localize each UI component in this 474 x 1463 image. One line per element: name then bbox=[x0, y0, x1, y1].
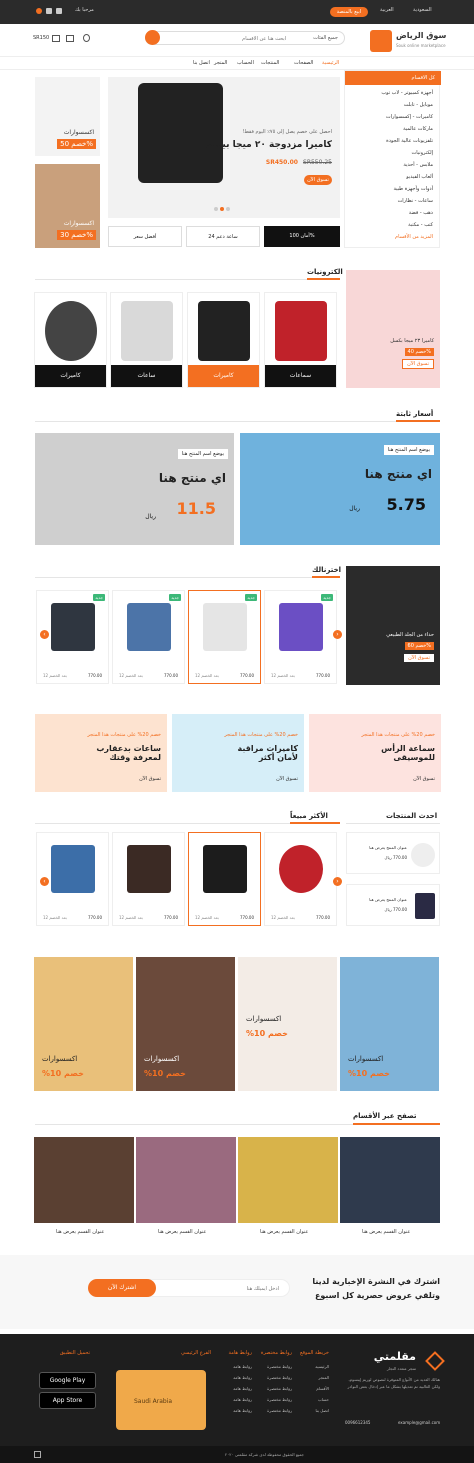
footer-phone: 0096612345 bbox=[345, 1420, 371, 1425]
section-rule-accent bbox=[312, 576, 340, 578]
product-image bbox=[203, 845, 247, 893]
language-select[interactable]: العربية bbox=[380, 7, 394, 13]
category-select[interactable]: جميع الفئات bbox=[313, 35, 338, 41]
slider-dot[interactable] bbox=[220, 207, 224, 211]
product-card[interactable]: جديد 770.00 بعد الخصم 12 bbox=[112, 590, 185, 684]
search-icon[interactable] bbox=[145, 30, 160, 45]
accessory-tile[interactable]: اكسسوارات خصم 10% bbox=[136, 957, 235, 1091]
product-image bbox=[51, 845, 95, 893]
product-card[interactable]: جديد 770.00 بعد الخصم 12 bbox=[188, 590, 261, 684]
wishlist-icon[interactable] bbox=[66, 35, 74, 42]
promo-thumb-1[interactable]: اكسسوارات خصم 50% bbox=[35, 77, 100, 156]
logo-icon[interactable] bbox=[370, 30, 392, 52]
product-card[interactable]: جديد 770.00 بعد الخصم 12 bbox=[264, 590, 337, 684]
sidebar-item[interactable]: كاميرات - إكسسوارات bbox=[385, 114, 433, 120]
nav-store[interactable]: المتجر bbox=[214, 60, 228, 66]
branch-map[interactable] bbox=[116, 1370, 206, 1430]
latest-item[interactable]: عنوان المنتج يعرض هنا 770.00 ريال bbox=[346, 884, 440, 926]
smart-display-image bbox=[45, 301, 97, 361]
sell-button[interactable]: ابيع بالمنصة bbox=[330, 7, 368, 17]
hero-kicker: احصل على خصم يصل إلى ٧٥٪ اليوم فقط! bbox=[242, 129, 332, 135]
promo-thumb-2[interactable]: اكسسوارات خصم 30% bbox=[35, 164, 100, 248]
newsletter-subtitle: وتلقي عروض حصرية كل اسبوع bbox=[314, 1291, 440, 1300]
footer-col-head: روابط هامة bbox=[228, 1350, 252, 1356]
footer-bottom bbox=[0, 1446, 474, 1463]
camera-image bbox=[198, 301, 250, 361]
sidebar-item[interactable]: ألعاب الفيديو bbox=[406, 174, 433, 180]
product-card[interactable]: جديد 770.00 بعد الخصم 12 bbox=[36, 590, 109, 684]
promo-cameras[interactable]: خصم 20% على منتجات هذا المتجر كاميرات مراقبة لأمان أكثر تسوق الآن bbox=[172, 714, 304, 792]
welcome-text: مرحبا بك bbox=[75, 7, 94, 13]
product-card[interactable]: 770.00 بعد الخصم 12 bbox=[188, 832, 261, 926]
sidebar-item[interactable]: كتب - مكتبة bbox=[408, 222, 433, 228]
top-bar bbox=[0, 0, 474, 24]
footer-brand-sub: متجر متعدد التجار bbox=[386, 1366, 416, 1371]
section-rule bbox=[35, 577, 340, 578]
newsletter-section bbox=[0, 1255, 474, 1329]
category-cameras[interactable]: كاميرات bbox=[187, 292, 260, 388]
product-image bbox=[411, 843, 435, 867]
footer-link[interactable]: روابط مختصرة bbox=[267, 1397, 292, 1402]
nav-home[interactable]: الرئيسية bbox=[322, 60, 340, 66]
footer-col-head: خريطة الموقع bbox=[299, 1350, 329, 1356]
sidebar-item[interactable]: تلفزيونات عالية الجودة bbox=[386, 138, 433, 144]
accessory-tile[interactable]: اكسسوارات خصم 10% bbox=[340, 957, 439, 1091]
sidebar-item[interactable]: ساعات - نظارات bbox=[397, 198, 433, 204]
bestsellers-title: الأكثر مبيعاً bbox=[290, 812, 328, 820]
instagram-icon[interactable] bbox=[36, 8, 42, 14]
hero-price: SR450.00 bbox=[265, 159, 298, 166]
google-play-button[interactable]: Google Play bbox=[39, 1372, 96, 1389]
category-watches[interactable]: ساعات bbox=[110, 292, 183, 388]
product-image bbox=[127, 845, 171, 893]
hero-cta[interactable]: تسوق الآن bbox=[304, 175, 332, 185]
department-caption[interactable]: عنوان القسم يعرض هنا bbox=[362, 1229, 411, 1235]
footer-link[interactable]: روابط مختصرة bbox=[267, 1386, 292, 1391]
footer-app-head: تحميل التطبيق bbox=[59, 1350, 90, 1356]
electronics-title: الكترونيات bbox=[307, 268, 343, 276]
product-image bbox=[127, 603, 171, 651]
cart-icon[interactable] bbox=[52, 35, 60, 42]
map-label: Saudi Arabia bbox=[134, 1398, 173, 1405]
electronics-promo[interactable]: كاميرا ٢٣ ميجا بكسل خصم 40% تسوق الآن bbox=[346, 270, 440, 388]
accessory-tile[interactable]: اكسسوارات خصم 10% bbox=[34, 957, 133, 1091]
facebook-icon[interactable] bbox=[56, 8, 62, 14]
product-image bbox=[279, 603, 323, 651]
search-input[interactable] bbox=[166, 34, 286, 43]
section-rule-accent bbox=[353, 1123, 440, 1125]
footer-link[interactable]: حساب bbox=[317, 1397, 329, 1402]
footer-email[interactable]: example@gmail.com bbox=[398, 1420, 441, 1425]
logo-title[interactable]: سوق الرياض bbox=[396, 31, 447, 40]
footer-link[interactable]: روابط مختصرة bbox=[267, 1364, 292, 1369]
footer-map-head: الفرع الرئيسي bbox=[181, 1350, 211, 1356]
nav-products[interactable]: المنتجات bbox=[261, 60, 280, 66]
fixed-price-banner-2[interactable]: يوضع اسم المنتج هنا اي منتج هنا 11.5 ريال bbox=[35, 433, 234, 545]
search-bar[interactable] bbox=[145, 31, 345, 45]
section-rule bbox=[346, 823, 440, 824]
hero-old-price: SR550.25 bbox=[303, 159, 332, 166]
product-card[interactable]: 770.00 بعد الخصم 12 bbox=[36, 832, 109, 926]
footer-link[interactable]: روابط مختصرة bbox=[267, 1408, 292, 1413]
carousel-prev-icon[interactable]: ‹ bbox=[40, 630, 49, 639]
newsletter-button[interactable]: اشترك الآن bbox=[88, 1279, 156, 1297]
picked-promo[interactable]: حذاء من الجلد الطبيعي خصم 60% تسوق الآن bbox=[346, 566, 440, 685]
feature-best-price: أفضل سعر bbox=[108, 226, 182, 247]
newsletter-title: اشترك في النشرة الإخبارية لدينا bbox=[312, 1277, 440, 1286]
product-image bbox=[415, 893, 435, 919]
cart-total: SR150 bbox=[33, 35, 50, 41]
department-caption[interactable]: عنوان القسم يعرض هنا bbox=[158, 1229, 207, 1235]
country-select[interactable]: السعودية bbox=[413, 7, 432, 13]
footer-logo-icon bbox=[425, 1351, 445, 1371]
department-card[interactable] bbox=[136, 1137, 236, 1223]
footer-link[interactable]: روابط هامة bbox=[233, 1386, 252, 1391]
nav-contact[interactable]: اتصل بنا bbox=[193, 60, 210, 66]
twitter-icon[interactable] bbox=[46, 8, 52, 14]
picked-title: اخترنالك bbox=[312, 566, 342, 574]
footer-col-head: روابط مختصرة bbox=[260, 1350, 292, 1356]
department-caption[interactable]: عنوان القسم يعرض هنا bbox=[56, 1229, 105, 1235]
app-store-button[interactable]: App Store bbox=[39, 1392, 96, 1409]
product-image bbox=[203, 603, 247, 651]
category-headphones[interactable]: سماعات bbox=[264, 292, 337, 388]
footer-link[interactable]: اتصل بنا bbox=[315, 1408, 329, 1413]
sidebar-item[interactable]: موبايل - تابلت bbox=[403, 102, 433, 108]
footer-link[interactable]: روابط مختصرة bbox=[267, 1375, 292, 1380]
promo-watches[interactable]: خصم 20% على منتجات هذا المتجر ساعات بدعقارب لمعرفة وقتك تسوق الآن bbox=[35, 714, 167, 792]
carousel-next-icon[interactable]: › bbox=[333, 630, 342, 639]
footer-link[interactable]: روابط هامة bbox=[233, 1364, 252, 1369]
sidebar-item[interactable]: ملابس - أحذية bbox=[403, 162, 433, 168]
sidebar-item[interactable]: ذهب - فضة bbox=[408, 210, 433, 216]
headphones-image bbox=[275, 301, 327, 361]
product-image bbox=[51, 603, 95, 651]
section-rule bbox=[35, 421, 440, 422]
hero-camera-image bbox=[138, 83, 223, 183]
product-image bbox=[279, 845, 323, 893]
category-sidebar bbox=[344, 70, 440, 248]
slider-dot[interactable] bbox=[214, 207, 218, 211]
agency-logo-icon[interactable] bbox=[34, 1451, 41, 1458]
department-card[interactable] bbox=[238, 1137, 338, 1223]
nav-account[interactable]: الحساب bbox=[237, 60, 254, 66]
accessory-tile[interactable]: اكسسوارات خصم 10% bbox=[238, 957, 337, 1091]
category-cameras-2[interactable]: كاميرات bbox=[34, 292, 107, 388]
logo-subtitle: Souk online marketplace bbox=[396, 43, 446, 48]
sidebar-item[interactable]: ماركات عالمية bbox=[403, 126, 433, 132]
footer-link[interactable]: الرئيسية bbox=[315, 1364, 329, 1369]
fixed-prices-title: أسعار ثابتة bbox=[396, 410, 434, 418]
department-card[interactable] bbox=[34, 1137, 134, 1223]
sidebar-item[interactable]: أدوات وأجهزة طبية bbox=[393, 186, 433, 192]
carousel-prev-icon[interactable]: ‹ bbox=[40, 877, 49, 886]
footer-link[interactable]: روابط هامة bbox=[233, 1408, 252, 1413]
feature-secure: أمان 100% bbox=[264, 226, 340, 247]
section-rule-accent bbox=[396, 420, 440, 422]
hero-slider bbox=[108, 77, 340, 218]
fixed-price-banner-1[interactable]: يوضع اسم المنتج هنا اي منتج هنا 5.75 ريال bbox=[240, 433, 440, 545]
main-nav bbox=[0, 56, 474, 70]
copyright: جميع الحقوق محفوظة لدى شركة مقلمتي ٢٠٢٠ bbox=[225, 1452, 304, 1457]
product-card[interactable]: 770.00 بعد الخصم 12 bbox=[264, 832, 337, 926]
product-card[interactable]: 770.00 بعد الخصم 12 bbox=[112, 832, 185, 926]
slider-dot[interactable] bbox=[226, 207, 230, 211]
footer-about: هنالك العديد من الأنواع المتوفرة لنصوص لوريم إيبسوم، ولكن الغالبية تم تعديلها بشكل ما عبر إدخال بعض النوادر bbox=[347, 1377, 440, 1389]
department-card[interactable] bbox=[340, 1137, 440, 1223]
sidebar-item[interactable]: إلكترونيات bbox=[411, 150, 433, 156]
footer-link[interactable]: روابط هامة bbox=[233, 1375, 252, 1380]
section-rule bbox=[35, 279, 340, 280]
latest-item[interactable]: عنوان المنتج يعرض هنا 770.00 ريال bbox=[346, 832, 440, 874]
footer-brand: مقلمتي bbox=[373, 1350, 416, 1363]
footer bbox=[0, 1334, 474, 1446]
feature-support: 24 ساعة دعم bbox=[186, 226, 260, 247]
latest-title: احدث المنتجات bbox=[386, 812, 438, 820]
section-rule-accent bbox=[307, 278, 340, 280]
footer-link[interactable]: المتجر bbox=[318, 1375, 329, 1380]
department-caption[interactable]: عنوان القسم يعرض هنا bbox=[260, 1229, 309, 1235]
departments-title: تصفح عبر الأقسام bbox=[353, 1112, 417, 1120]
promo-headphones[interactable]: خصم 20% على منتجات هذا المتجر سماعة الرأس للموسيقى تسوق الآن bbox=[309, 714, 441, 792]
nav-pages[interactable]: الصفحات bbox=[294, 60, 314, 66]
sidebar-item-more[interactable]: المزيد من الأقسام bbox=[395, 234, 433, 240]
footer-link[interactable]: روابط هامة bbox=[233, 1397, 252, 1402]
sidebar-item[interactable]: أجهزة كمبيوتر - لاب توب bbox=[381, 90, 433, 96]
watch-image bbox=[121, 301, 173, 361]
user-icon[interactable] bbox=[83, 34, 90, 42]
hero-title: كاميرا مزدوجة ٢٠ ميجا بيكسل bbox=[200, 140, 332, 150]
carousel-next-icon[interactable]: › bbox=[333, 877, 342, 886]
sidebar-head[interactable]: كل الاقسام bbox=[345, 71, 441, 85]
section-rule-accent bbox=[290, 822, 340, 824]
footer-link[interactable]: الأقسام bbox=[316, 1386, 329, 1391]
